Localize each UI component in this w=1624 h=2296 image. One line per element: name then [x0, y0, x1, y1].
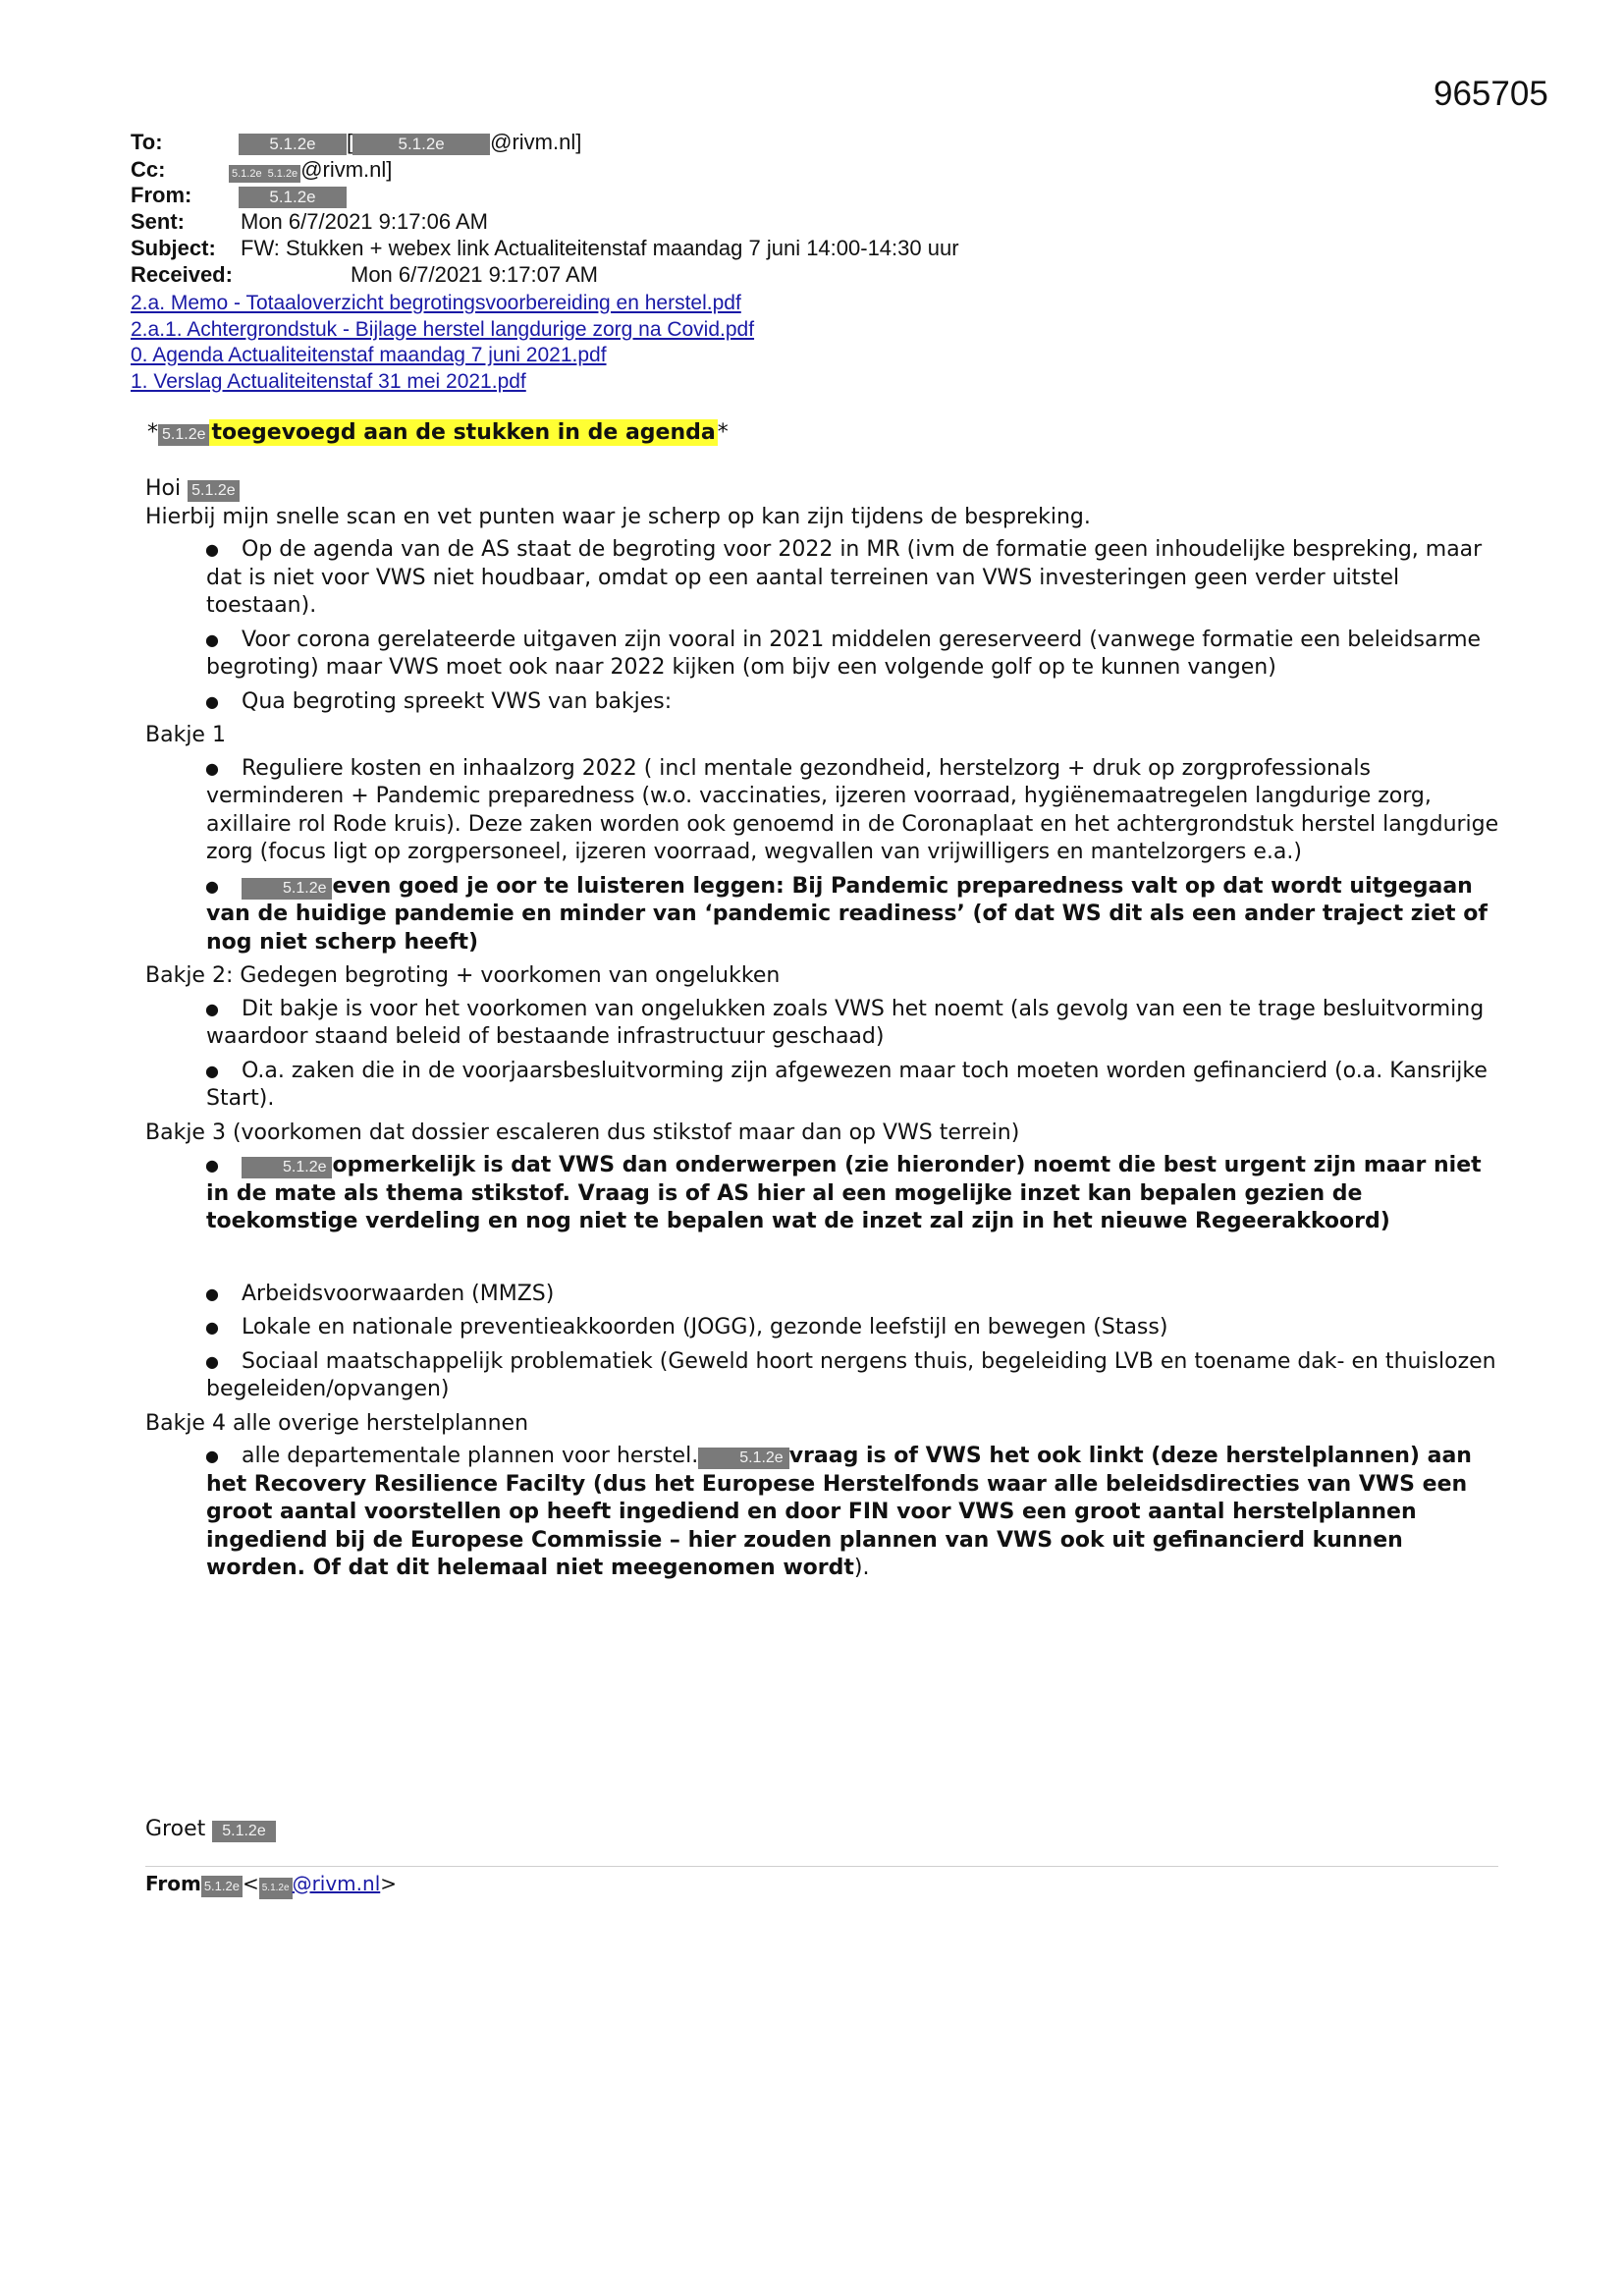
attachment-link[interactable]: 2.a.1. Achtergrondstuk - Bijlage herstel langdurige zorg na Covid.pdf [131, 317, 755, 341]
subject-label: Subject: [131, 236, 216, 260]
cc-domain: @rivm.nl] [300, 157, 393, 182]
attachment-link[interactable]: 1. Verslag Actualiteitenstaf 31 mei 2021.pdf [131, 369, 526, 393]
greeting: Hoi [145, 476, 182, 501]
redaction-box: 5.1.2e [201, 1876, 243, 1897]
closing-line [145, 1817, 276, 1842]
bakje4-list [145, 1443, 1500, 1583]
received-row [131, 262, 598, 288]
sent-label: Sent: [131, 209, 185, 234]
redaction-box: 5.1.2e [212, 1821, 275, 1842]
to-domain: @rivm.nl] [490, 130, 582, 154]
highlight-note [147, 420, 729, 446]
highlight-suffix: * [717, 420, 729, 445]
to-row [131, 130, 581, 155]
list-item: ● 5.1.2e even goed je oor te luisteren leggen: Bij Pandemic preparedness valt op dat wordt uitgegaan van de huidige pandemie en minder van ‘pandemic readiness’ (of dat WS dit als een ander traject ziet of nog niet scherp heeft) [206, 873, 1500, 957]
forward-from-line [145, 1872, 397, 1899]
bakje1-list [145, 755, 1500, 957]
forward-email-link[interactable]: @rivm.nl [292, 1872, 381, 1895]
redaction-box: 5.1.2e [239, 187, 347, 208]
redaction-box: 5.1.2e [239, 134, 347, 155]
forward-gt: > [380, 1872, 398, 1895]
list-item: ● Op de agenda van de AS staat de begroting voor 2022 in MR (ivm de formatie geen inhoudelijke bespreking, maar dat is niet voor VWS niet houdbaar, omdat op een aantal terreinen van VWS investeringen geen verder uitstel toestaan). [206, 536, 1500, 621]
list-item: ● Voor corona gerelateerde uitgaven zijn vooral in 2021 middelen gereserveerd (vanwege formatie een beleidsarme begroting) maar VWS moet ook naar 2022 kijken (om bijv een volgende golf op te kunnen vangen) [206, 627, 1500, 683]
received-label: Received: [131, 262, 233, 287]
bakje3-list [145, 1152, 1500, 1236]
closing: Groet [145, 1817, 206, 1841]
list-item: ● Dit bakje is voor het voorkomen van ongelukken zoals VWS het noemt (als gevolg van een te trage besluitvorming waardoor staand beleid of bestaande infrastructuur geschaad) [206, 996, 1500, 1052]
list-item: ● Arbeidsvoorwaarden (MMZS) [206, 1281, 1500, 1309]
sent-row [131, 209, 488, 235]
intro-text: Hierbij mijn snelle scan en vet punten waar je scherp op kan zijn tijdens de bespreking. [145, 504, 1091, 529]
redaction-box: 5.1.2e [698, 1448, 788, 1469]
to-label: To: [131, 130, 163, 154]
cc-label: Cc: [131, 157, 166, 182]
bakje4-title: Bakje 4 alle overige herstelplannen [145, 1410, 529, 1436]
highlight-prefix: * [147, 420, 158, 445]
redaction-box: 5.1.2e [158, 424, 209, 446]
bakje3-topics-list [145, 1281, 1500, 1404]
bakje3-title: Bakje 3 (voorkomen dat dossier escaleren dus stikstof maar dan op VWS terrein) [145, 1120, 1020, 1145]
redaction-box: 5.1.2e [352, 134, 490, 155]
redaction-box: 5.1.2e [242, 878, 332, 900]
subject-value: FW: Stukken + webex link Actualiteitenstaf maandag 7 juni 14:00-14:30 uur [241, 236, 959, 260]
to-bracket: [ [347, 130, 353, 154]
bakje2-title: Bakje 2: Gedegen begroting + voorkomen van ongelukken [145, 963, 781, 988]
greeting-line [145, 475, 1500, 504]
divider [145, 1866, 1498, 1867]
forward-from-label: From [145, 1872, 201, 1895]
attachment-list [131, 291, 754, 395]
redaction-box: 5.1.2e [242, 1157, 332, 1178]
list-item: ● alle departementale plannen voor herstel. 5.1.2e vraag is of VWS het ook linkt (deze herstelplannen) aan het Recovery Resilience Facilty (dus het Europese Herstelfonds waar alle beleidsdirecties van VWS een groot aantal voorstellen op heeft ingediend en door FIN voor VWS een groot aantal herstelplannen ingediend bij de Europese Commissie – hier zouden plannen van VWS ook uit gefinancierd kunnen worden. Of dat dit helemaal niet meegenomen wordt). [206, 1443, 1500, 1583]
forward-lt: < [242, 1872, 259, 1895]
email-body [145, 475, 1500, 1589]
redaction-box: 5.1.2e [259, 1878, 293, 1899]
list-item: ● Lokale en nationale preventieakkoorden (JOGG), gezonde leefstijl en bewegen (Stass) [206, 1314, 1500, 1342]
list-item: ● Sociaal maatschappelijk problematiek (Geweld hoort nergens thuis, begeleiding LVB en toename dak- en thuislozen begeleiden/opvangen) [206, 1348, 1500, 1404]
sent-value: Mon 6/7/2021 9:17:06 AM [241, 209, 488, 234]
received-value: Mon 6/7/2021 9:17:07 AM [351, 262, 598, 287]
bakje2-list [145, 996, 1500, 1114]
from-row [131, 183, 347, 208]
subject-row [131, 236, 959, 261]
intro-bullet-list [145, 536, 1500, 716]
attachment-link[interactable]: 0. Agenda Actualiteitenstaf maandag 7 juni 2021.pdf [131, 344, 607, 366]
redaction-box: 5.1.2e [265, 165, 301, 183]
list-item: ● 5.1.2e opmerkelijk is dat VWS dan onderwerpen (zie hieronder) noemt die best urgent zijn maar niet in de mate als thema stikstof. Vraag is of AS hier al een mogelijke inzet kan bepalen gezien de toekomstige verdeling en nog niet te bepalen wat de inzet zal zijn in het nieuwe Regeerakkoord) [206, 1152, 1500, 1236]
bakje1-title: Bakje 1 [145, 723, 226, 747]
document-number: 965705 [1434, 75, 1548, 113]
highlight-text: toegevoegd aan de stukken in de agenda [211, 420, 716, 445]
from-label: From: [131, 183, 192, 207]
attachment-link[interactable]: 2.a. Memo - Totaaloverzicht begrotingsvoorbereiding en herstel.pdf [131, 292, 741, 314]
redaction-box: 5.1.2e [188, 480, 239, 502]
redaction-box: 5.1.2e [229, 165, 265, 183]
list-item: ● O.a. zaken die in de voorjaarsbesluitvorming zijn afgewezen maar toch moeten worden gefinancierd (o.a. Kansrijke Start). [206, 1058, 1500, 1114]
list-item: ● Reguliere kosten en inhaalzorg 2022 ( incl mentale gezondheid, herstelzorg + druk op zorgprofessionals verminderen + Pandemic preparedness (w.o. vaccinaties, ijzeren voorraad, hygiënemaatregelen langdurige zorg, axillaire rol Rode kruis). Deze zaken worden ook genoemd in de Coronaplaat en het achtergrondstuk herstel langdurige zorg (focus ligt op zorgpersoneel, ijzeren voorraad, wegvallen van vrijwilligers en mantelzorgers e.a.) [206, 755, 1500, 867]
list-item: ● Qua begroting spreekt VWS van bakjes: [206, 688, 1500, 717]
cc-row [131, 157, 392, 183]
